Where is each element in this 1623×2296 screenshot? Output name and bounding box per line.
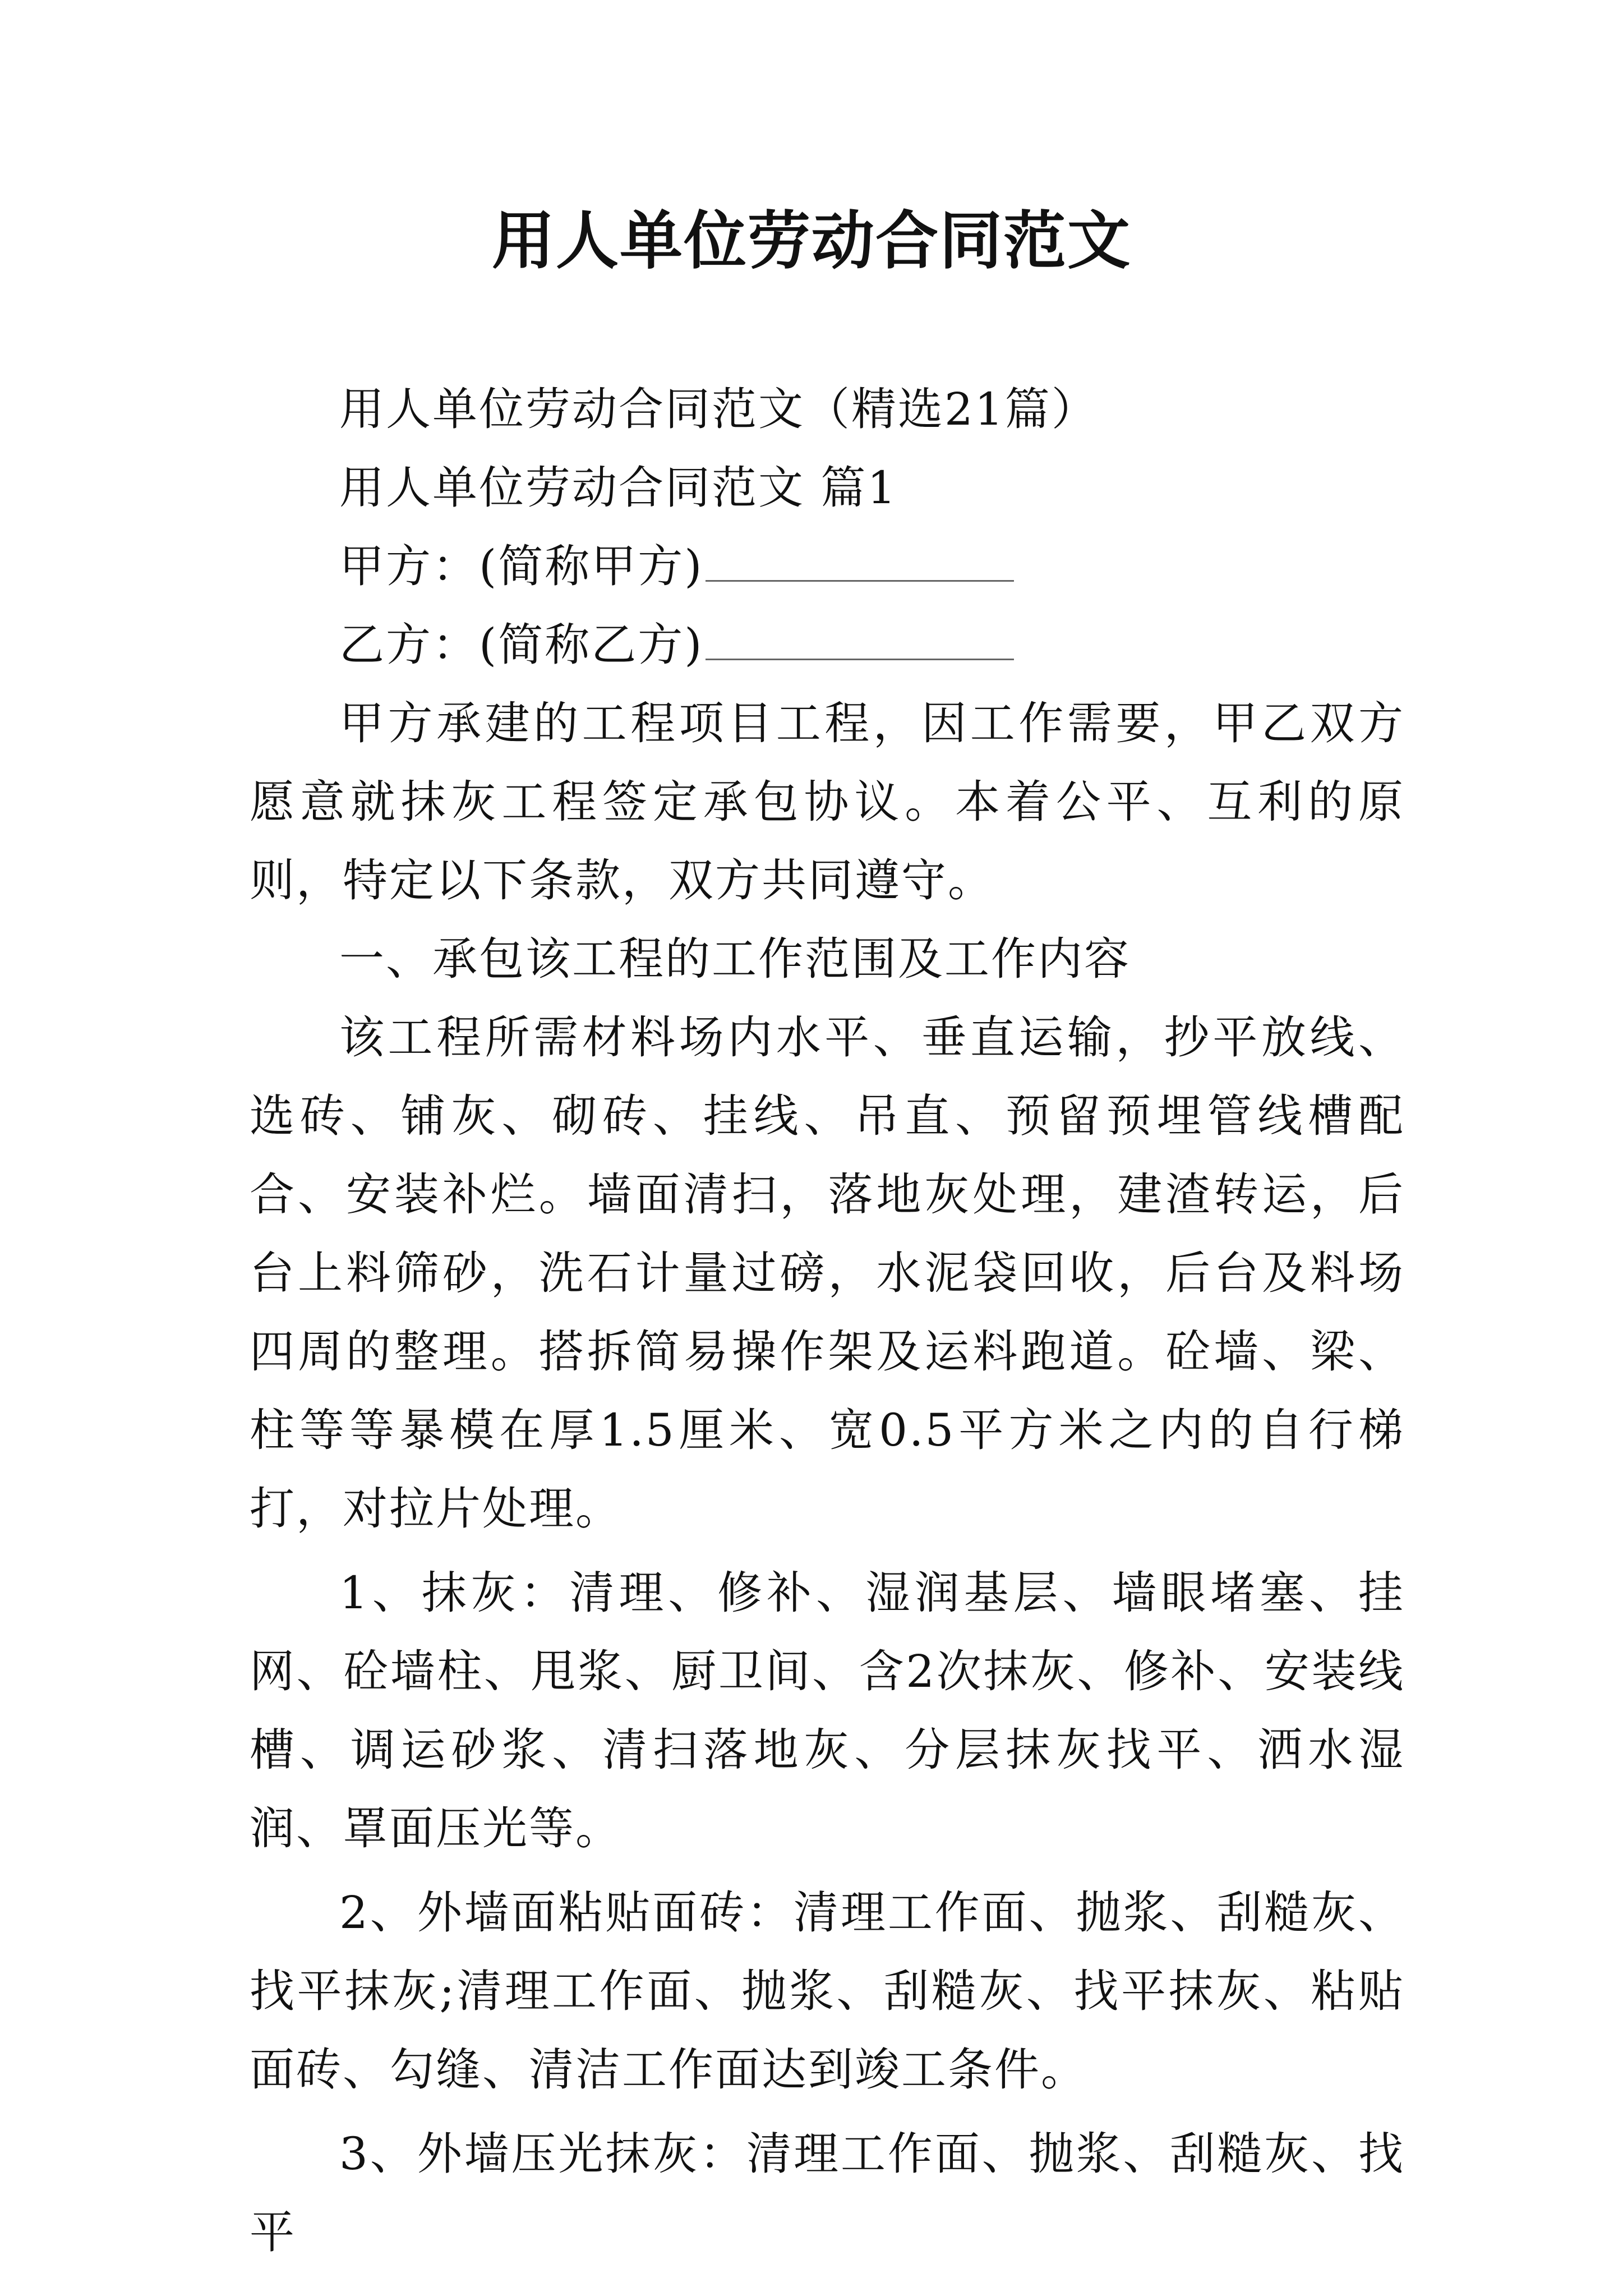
paragraph-item-3: 3、外墙压光抹灰：清理工作面、抛浆、刮糙灰、找平 bbox=[250, 2128, 1405, 2258]
paragraph-section-heading: 用人单位劳动合同范文 篇1 bbox=[339, 462, 898, 514]
party-a-blank-line bbox=[706, 541, 1014, 582]
document-title: 用人单位劳动合同范文 bbox=[492, 204, 1131, 278]
paragraph-intro: 甲方承建的工程项目工程，因工作需要，甲乙双方愿意就抹灰工程签定承包协议。本着公平、互利的原则，特定以下条款，双方共同遵守。 bbox=[250, 697, 1405, 907]
party-b-blank-line bbox=[706, 619, 1014, 660]
party-a-label: 甲方：(简称甲方) bbox=[339, 540, 704, 592]
paragraph-party-b bbox=[250, 606, 1405, 684]
party-b-label: 乙方：(简称乙方) bbox=[339, 619, 704, 671]
document-body bbox=[250, 370, 1405, 2272]
paragraph-item-1: 1、抹灰：清理、修补、湿润基层、墙眼堵塞、挂网、砼墙柱、甩浆、厨卫间、含2次抹灰、修补、安装线槽、调运砂浆、清扫落地灰、分层抹灰找平、洒水湿润、罩面压光等。 bbox=[250, 1567, 1405, 1855]
paragraph-party-a bbox=[250, 527, 1405, 606]
paragraph-subtitle: 用人单位劳动合同范文（精选21篇） bbox=[339, 383, 1098, 435]
paragraph-scope: 该工程所需材料场内水平、垂直运输，抄平放线、选砖、铺灰、砌砖、挂线、吊直、预留预埋管线槽配合、安装补烂。墙面清扫，落地灰处理，建渣转运，后台上料筛砂，洗石计量过磅，水泥袋回收，后台及料场四周的整理。搭拆简易操作架及运料跑道。砼墙、梁、柱等等暴模在厚1.5厘米、宽0.5平方米之内的自行梯打，对拉片处理。 bbox=[250, 1011, 1405, 1535]
paragraph-clause-heading: 一、承包该工程的工作范围及工作内容 bbox=[339, 933, 1131, 985]
paragraph-item-2: 2、外墙面粘贴面砖：清理工作面、抛浆、刮糙灰、找平抹灰;清理工作面、抛浆、刮糙灰、找平抹灰、粘贴面砖、勾缝、清洁工作面达到竣工条件。 bbox=[250, 1887, 1405, 2096]
